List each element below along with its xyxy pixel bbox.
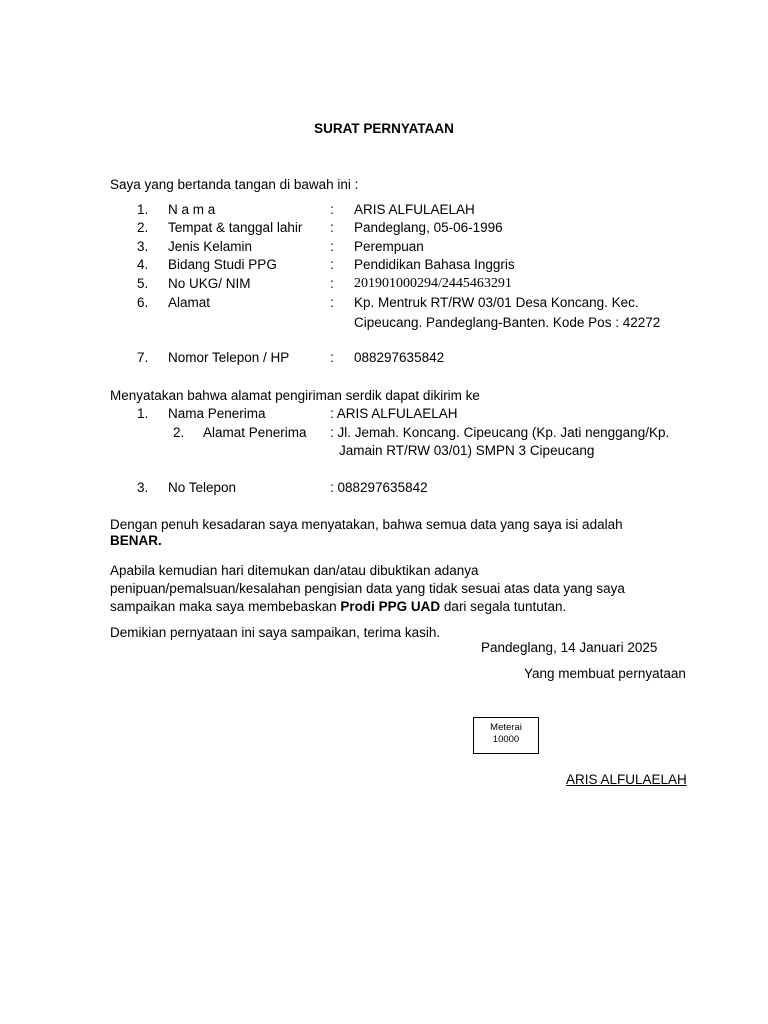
field-value: 201901000294/2445463291: [354, 276, 512, 291]
identity-row-gender: [0, 238, 768, 256]
field-label: Jenis Kelamin: [168, 239, 253, 254]
clause-bold: Prodi PPG UAD: [340, 599, 441, 614]
identity-row-address: [0, 294, 768, 312]
stamp-value: 10000: [492, 734, 520, 745]
item-number: 2.: [173, 425, 185, 440]
field-label: No UKG/ NIM: [168, 276, 251, 291]
shipping-row-recipient: [0, 405, 768, 423]
clause-text: Apabila kemudian hari ditemukan dan/atau dibuktikan adanya penipuan/pemalsuan/kesalahan pengisian data yang tidak sesuai atas data yang saya sampaikan maka saya membebaskan: [110, 563, 625, 614]
place-date: Pandeglang, 14 Januari 2025: [481, 640, 658, 655]
separator: :: [330, 220, 334, 235]
shipping-row-address-continued: [0, 442, 768, 460]
signer-name: ARIS ALFULAELAH: [566, 772, 687, 787]
field-value: : 088297635842: [330, 480, 428, 495]
item-number: 1.: [137, 406, 149, 421]
signer-caption: Yang membuat pernyataan: [524, 666, 686, 681]
shipping-row-address: [0, 424, 768, 442]
field-value: Kp. Mentruk RT/RW 03/01 Desa Koncang. Kec.: [354, 295, 639, 310]
item-number: 4.: [137, 257, 149, 272]
field-label: Bidang Studi PPG: [168, 257, 277, 272]
stamp-label: Meterai: [490, 722, 522, 733]
document-title: SURAT PERNYATAAN: [314, 121, 454, 136]
stamp-box: [473, 717, 539, 754]
field-value: : Jl. Jemah. Koncang. Cipeucang (Kp. Jati nenggang/Kp.: [330, 425, 670, 440]
field-value: Perempuan: [354, 239, 424, 254]
declaration-bold: BENAR.: [110, 533, 162, 548]
field-label: Nomor Telepon / HP: [168, 350, 290, 365]
field-value: ARIS ALFULAELAH: [354, 202, 475, 217]
separator: :: [330, 239, 334, 254]
item-number: 3.: [137, 480, 149, 495]
field-value: 088297635842: [354, 350, 445, 365]
item-number: 1.: [137, 202, 149, 217]
separator: :: [330, 257, 334, 272]
identity-row-name: [0, 201, 768, 219]
closing-text: Demikian pernyataan ini saya sampaikan, terima kasih.: [110, 625, 441, 640]
field-label: Nama Penerima: [168, 406, 266, 421]
clause-paragraph: [110, 562, 670, 616]
separator: :: [330, 276, 334, 291]
declaration-text: Dengan penuh kesadaran saya menyatakan, bahwa semua data yang saya isi adalah: [110, 517, 623, 532]
field-value: Pandeglang, 05-06-1996: [354, 220, 503, 235]
separator: :: [330, 350, 334, 365]
shipping-row-phone: [0, 479, 768, 497]
field-value: Pendidikan Bahasa Inggris: [354, 257, 515, 272]
identity-row-address-continued: [0, 314, 768, 332]
item-number: 5.: [137, 276, 149, 291]
field-label: No Telepon: [168, 480, 237, 495]
field-label: Alamat Penerima: [203, 425, 307, 440]
intro-text: Saya yang bertanda tangan di bawah ini :: [110, 177, 359, 192]
shipping-intro-text: Menyatakan bahwa alamat pengiriman serdik dapat dikirim ke: [110, 388, 480, 403]
field-value-continued: Cipeucang. Pandeglang-Banten. Kode Pos : 42272: [354, 315, 661, 330]
identity-row-phone: [0, 349, 768, 367]
item-number: 3.: [137, 239, 149, 254]
field-value: : ARIS ALFULAELAH: [330, 406, 458, 421]
separator: :: [330, 202, 334, 217]
clause-text-end: dari segala tuntutan.: [443, 599, 567, 614]
field-label: Alamat: [168, 295, 211, 310]
item-number: 6.: [137, 295, 149, 310]
separator: :: [330, 295, 334, 310]
identity-row-study: [0, 256, 768, 274]
field-label: N a m a: [168, 202, 216, 217]
item-number: 7.: [137, 350, 149, 365]
identity-row-birth: [0, 219, 768, 237]
field-value-continued: Jamain RT/RW 03/01) SMPN 3 Cipeucang: [339, 443, 595, 458]
identity-row-nim: [0, 275, 768, 293]
field-label: Tempat & tanggal lahir: [168, 220, 303, 235]
item-number: 2.: [137, 220, 149, 235]
